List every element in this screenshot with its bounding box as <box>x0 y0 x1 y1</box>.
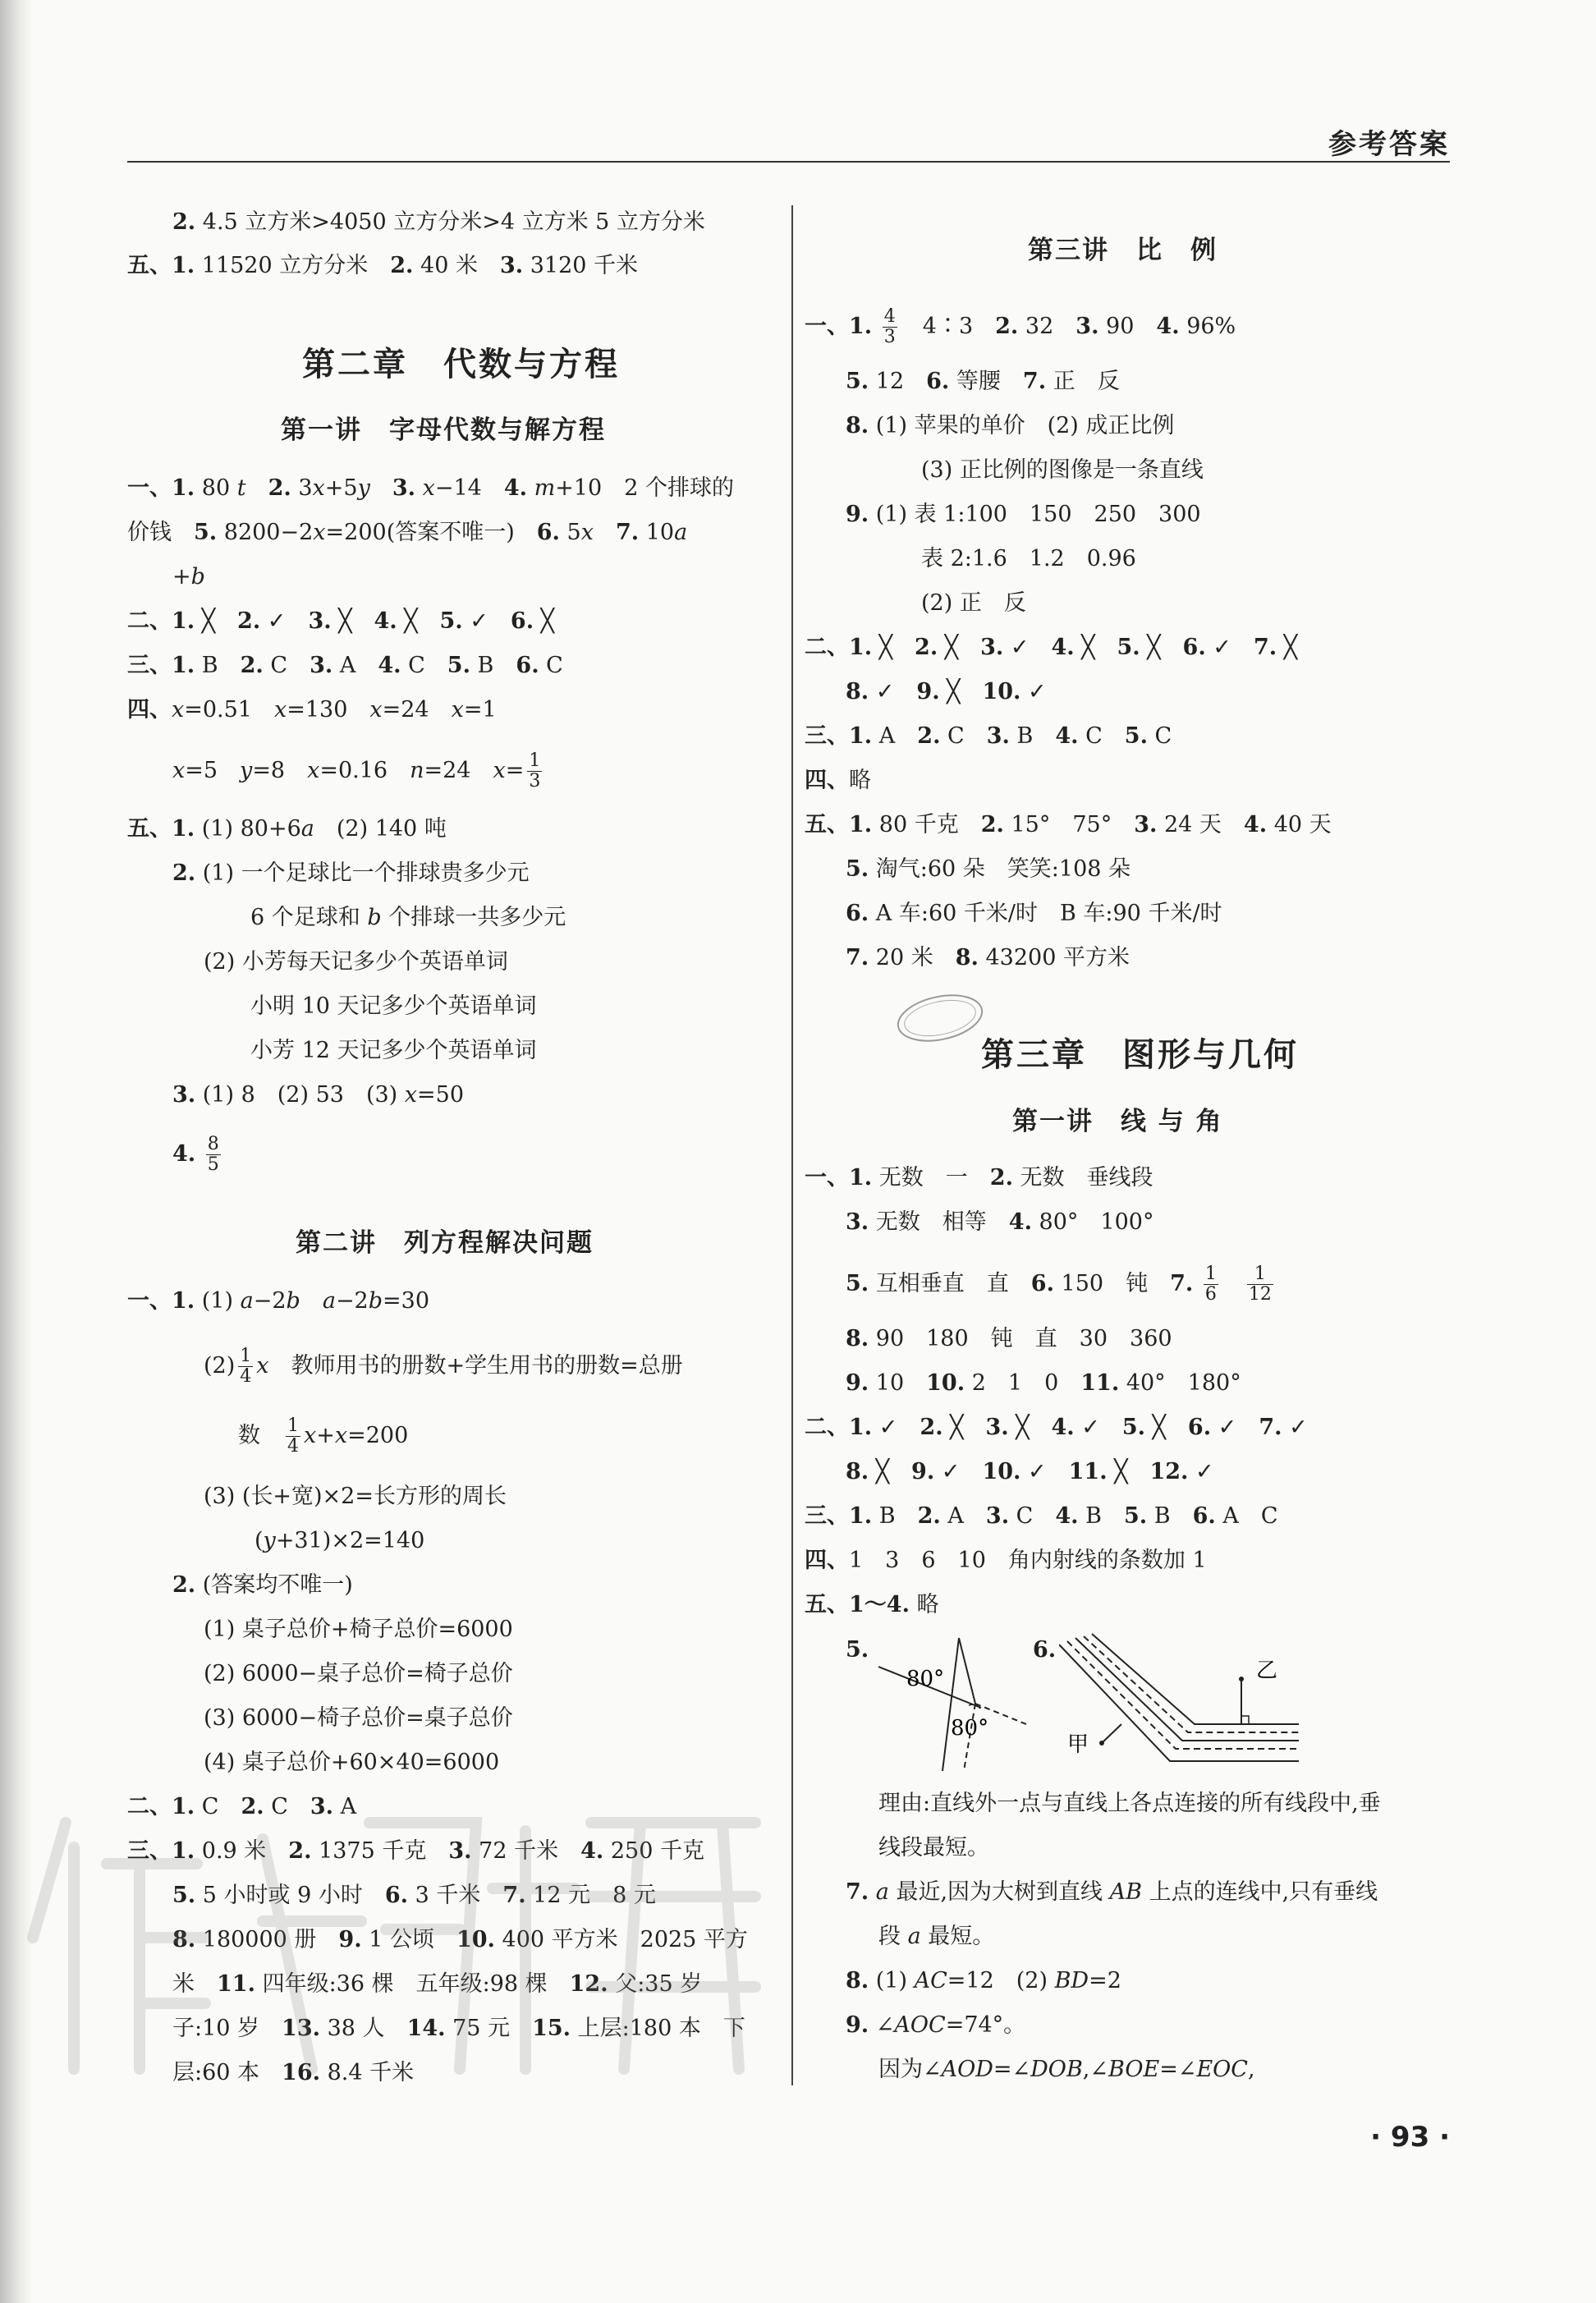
answer-line: 7. a 最近,因为大树到直线 AB 上点的连线中,只有垂线 <box>846 1879 1378 1905</box>
answer-line: 8. 90 180 钝 直 30 360 <box>846 1326 1172 1351</box>
lecture-2-title: 第二讲 列方程解决问题 <box>296 1228 594 1258</box>
answer-line: 四、略 <box>805 768 871 793</box>
answer-line: 4. $\frac{8}{5}$ <box>172 1134 219 1175</box>
answer-line: 一、1. 无数 一 2. 无数 垂线段 <box>805 1165 1153 1190</box>
answer-line: 五、1. (1) 80+6a (2) 140 吨 <box>127 816 447 842</box>
answer-line: 一、1. (1) a−2b a−2b=30 <box>127 1288 430 1314</box>
answer-line: (3) 正比例的图像是一条直线 <box>921 457 1204 483</box>
ch3-lecture-1-title: 第一讲 线 与 角 <box>1012 1107 1223 1136</box>
chapter-3-title: 第三章 图形与几何 <box>981 1035 1299 1074</box>
answer-line: 9. ∠AOC=74°。 <box>846 2012 1026 2038</box>
answer-line: 线段最短。 <box>878 1835 989 1860</box>
answer-line: 四、x=0.51 x=130 x=24 x=1 <box>127 697 497 723</box>
answer-line: 五、1. 80 千克 2. 15° 75° 3. 24 天 4. 40 天 <box>805 812 1332 837</box>
answer-line: 5. 淘气:60 朵 笑笑:108 朵 <box>846 856 1131 882</box>
chapter-2-title: 第二章 代数与方程 <box>302 345 620 383</box>
answer-line: 9. 10 10. 2 1 0 11. 40° 180° <box>846 1370 1241 1396</box>
answer-line: 二、1. ✓ 2. ╳ 3. ╳ 4. ✓ 5. ╳ 6. ✓ 7. ✓ <box>805 1415 1308 1440</box>
answer-line: (2) 6000−桌子总价=椅子总价 <box>204 1661 513 1686</box>
answer-line: 米 11. 四年级:36 棵 五年级:98 棵 12. 父:35 岁 <box>172 1971 703 1997</box>
answer-line: 五、1. 11520 立方分米 2. 40 米 3. 3120 千米 <box>127 253 639 278</box>
figure-6-label-jia: 甲 <box>1067 1732 1089 1757</box>
answer-line: 6 个足球和 b 个排球一共多少元 <box>250 905 566 930</box>
answer-line: x=5 y=8 x=0.16 n=24 x= $\frac{1}{3}$ <box>172 750 541 791</box>
answer-line: 价钱 5. 8200−2x=200(答案不唯一) 6. 5x 7. 10a <box>127 520 688 545</box>
answer-line: 五、1～4. 略 <box>805 1592 939 1617</box>
answer-line: 7. 20 米 8. 43200 平方米 <box>846 945 1130 970</box>
answer-line: (3) 6000−椅子总价=桌子总价 <box>204 1705 513 1731</box>
answer-line: (2) 小芳每天记多少个英语单词 <box>204 949 508 975</box>
answer-line: 数 $\frac{1}{4}$ x+x=200 <box>238 1415 409 1457</box>
answer-line: 9. (1) 表 1:100 150 250 300 <box>846 502 1201 527</box>
answer-line: (2) 正 反 <box>921 590 1026 616</box>
answer-line: 三、1. B 2. A 3. C 4. B 5. B 6. A C <box>805 1503 1278 1529</box>
answer-line: 四、1 3 6 10 角内射线的条数加 1 <box>805 1548 1207 1573</box>
answer-line: 8. (1) AC=12 (2) BD=2 <box>846 1968 1121 1993</box>
answer-line: 层:60 本 16. 8.4 千米 <box>172 2060 415 2085</box>
answer-line: 小明 10 天记多少个英语单词 <box>250 993 537 1019</box>
answer-line: 一、1. $\frac{4}{3}$ 4∶3 2. 32 3. 90 4. 96% <box>805 306 1236 347</box>
figure-6-label: 6. <box>1033 1637 1057 1663</box>
answer-line: 5. 互相垂直 直 6. 150 钝 7. $\frac{1}{6}$ $\frac{1}{12}$ <box>846 1264 1272 1305</box>
answer-line: (y+31)×2=140 <box>255 1528 425 1553</box>
answer-line: 理由:直线外一点与直线上各点连接的所有线段中,垂 <box>878 1791 1381 1816</box>
header-rule <box>127 161 1450 163</box>
answer-line: 3. 无数 相等 4. 80° 100° <box>846 1209 1154 1235</box>
answer-line: 8. ╳ 9. ✓ 10. ✓ 11. ╳ 12. ✓ <box>846 1459 1214 1484</box>
answer-line: 三、1. A 2. C 3. B 4. C 5. C <box>805 723 1172 749</box>
answer-line: (3) (长+宽)×2=长方形的周长 <box>204 1484 507 1509</box>
answer-line: 5. 5 小时或 9 小时 6. 3 千米 7. 12 元 8 元 <box>172 1883 656 1908</box>
answer-line: 5. 12 6. 等腰 7. 正 反 <box>846 369 1120 394</box>
figure-6-diagram <box>1059 1630 1314 1778</box>
answer-line: 8. (1) 苹果的单价 (2) 成正比例 <box>846 413 1175 438</box>
answer-line: 三、1. 0.9 米 2. 1375 千克 3. 72 千米 4. 250 千克 <box>127 1838 704 1864</box>
figure-5-angle-b: 80° <box>951 1716 989 1741</box>
answer-line: 一、1. 80 t 2. 3x+5y 3. x−14 4. m+10 2 个排球的 <box>127 475 734 501</box>
watermark <box>16 1773 788 2085</box>
column-divider <box>791 205 793 2085</box>
answer-line: (1) 桌子总价+椅子总价=6000 <box>204 1617 513 1642</box>
header-title: 参考答案 <box>1328 128 1450 161</box>
answer-line: (2) $\frac{1}{4}$ x 教师用书的册数+学生用书的册数=总册 <box>204 1346 683 1387</box>
answer-line: 因为∠AOD=∠DOB,∠BOE=∠EOC, <box>878 2057 1255 2082</box>
answer-line: 2. 4.5 立方米>4050 立方分米>4 立方米 5 立方分米 <box>172 209 705 235</box>
figure-5-angle-a: 80° <box>906 1667 945 1691</box>
lecture-3-title: 第三讲 比 例 <box>1028 236 1218 265</box>
answer-line: 2. (答案均不唯一) <box>172 1572 353 1598</box>
answer-line: 三、1. B 2. C 3. A 4. C 5. B 6. C <box>127 653 563 678</box>
answer-line: (4) 桌子总价+60×40=6000 <box>204 1750 500 1775</box>
page-number: · 93 · <box>1370 2121 1450 2154</box>
answer-line: 2. (1) 一个足球比一个排球贵多少元 <box>172 860 530 886</box>
answer-line: 表 2:1.6 1.2 0.96 <box>921 546 1136 571</box>
answer-line: 3. (1) 8 (2) 53 (3) x=50 <box>172 1082 465 1108</box>
figure-5-diagram <box>870 1630 1034 1778</box>
answer-line: 小芳 12 天记多少个英语单词 <box>250 1038 537 1063</box>
answer-line: 8. ✓ 9. ╳ 10. ✓ <box>846 679 1047 704</box>
answer-line: 6. A 车:60 千米/时 B 车:90 千米/时 <box>846 901 1222 926</box>
figure-5-label: 5. <box>846 1637 869 1663</box>
answer-line: 二、1. ╳ 2. ╳ 3. ✓ 4. ╳ 5. ╳ 6. ✓ 7. ╳ <box>805 635 1297 660</box>
answer-line: 段 a 最短。 <box>878 1924 995 1949</box>
answer-line: 二、1. ╳ 2. ✓ 3. ╳ 4. ╳ 5. ✓ 6. ╳ <box>127 608 554 634</box>
answer-line: 子:10 岁 13. 38 人 14. 75 元 15. 上层:180 本 下 <box>172 2016 745 2041</box>
figure-6-label-yi: 乙 <box>1256 1658 1278 1683</box>
stamp-logo <box>891 985 989 1051</box>
answer-line: 二、1. C 2. C 3. A <box>127 1794 357 1819</box>
lecture-1-title: 第一讲 字母代数与解方程 <box>281 415 606 445</box>
answer-line: +b <box>172 564 205 590</box>
answer-line: 8. 180000 册 9. 1 公顷 10. 400 平方米 2025 平方 <box>172 1927 748 1952</box>
